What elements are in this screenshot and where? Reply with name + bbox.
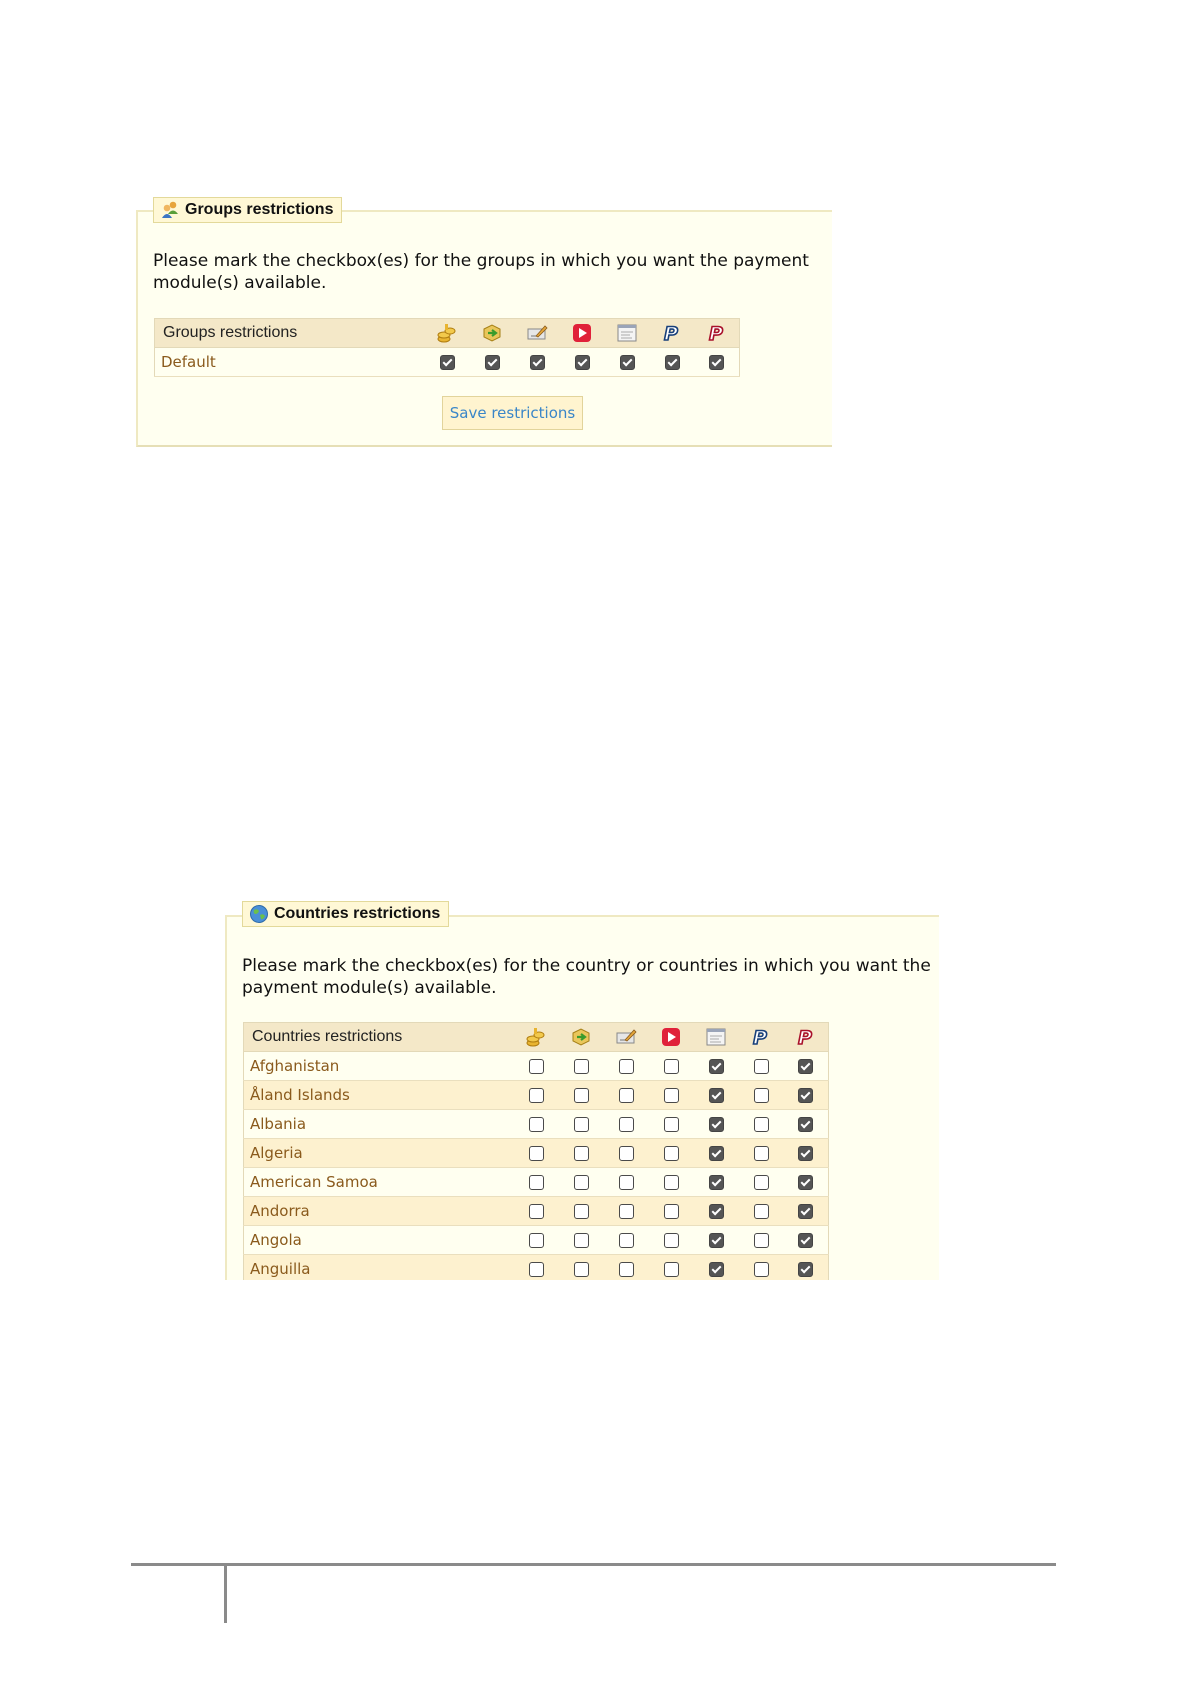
row-name-link[interactable]: Angola (244, 1226, 514, 1255)
restriction-checkbox[interactable] (798, 1117, 813, 1132)
footer-divider (131, 1563, 1056, 1566)
restriction-checkbox[interactable] (664, 1117, 679, 1132)
svg-text:P: P (664, 323, 678, 344)
restriction-checkbox[interactable] (529, 1262, 544, 1277)
svg-text:P: P (708, 323, 723, 344)
checkbox-cell (784, 1139, 829, 1168)
checkbox-cell (694, 1168, 739, 1197)
restriction-checkbox[interactable] (619, 1233, 634, 1248)
restriction-checkbox[interactable] (529, 1204, 544, 1219)
countries-intro-text (242, 955, 931, 999)
restriction-checkbox[interactable] (664, 1204, 679, 1219)
checkbox-cell (604, 1255, 649, 1281)
countries-intro-line2: payment module(s) available. (242, 978, 497, 998)
checkbox-cell (604, 1226, 649, 1255)
checkbox-cell (694, 1226, 739, 1255)
row-name-link[interactable]: Anguilla (244, 1255, 514, 1281)
table-row (244, 1139, 829, 1168)
restriction-checkbox[interactable] (709, 355, 724, 370)
checkbox-cell (559, 1168, 604, 1197)
checkbox-cell (559, 1197, 604, 1226)
checkbox-cell (559, 1226, 604, 1255)
groups-table-header: Groups restrictions (155, 319, 425, 348)
checkbox-cell (649, 1139, 694, 1168)
restriction-checkbox[interactable] (754, 1204, 769, 1219)
restriction-checkbox[interactable] (665, 355, 680, 370)
checkbox-cell (515, 348, 560, 377)
checkbox-cell (739, 1110, 784, 1139)
checkbox-cell (425, 348, 470, 377)
restriction-checkbox[interactable] (709, 1204, 724, 1219)
users-group-icon (160, 200, 180, 220)
svg-text:P: P (753, 1027, 767, 1048)
checkbox-cell (784, 1197, 829, 1226)
restriction-checkbox[interactable] (574, 1146, 589, 1161)
restriction-checkbox[interactable] (798, 1262, 813, 1277)
restriction-checkbox[interactable] (619, 1146, 634, 1161)
restriction-checkbox[interactable] (574, 1059, 589, 1074)
restriction-checkbox[interactable] (709, 1233, 724, 1248)
check-pen-icon (515, 319, 560, 348)
restriction-checkbox[interactable] (754, 1059, 769, 1074)
countries-restrictions-table (243, 1022, 829, 1280)
checkbox-cell (560, 348, 605, 377)
restriction-checkbox[interactable] (529, 1146, 544, 1161)
countries-intro-line1: Please mark the checkbox(es) for the country or countries in which you want the (242, 956, 931, 976)
checkbox-cell (514, 1081, 559, 1110)
checkbox-cell (649, 1168, 694, 1197)
row-name-link[interactable]: Andorra (244, 1197, 514, 1226)
checkbox-cell (784, 1226, 829, 1255)
checkbox-cell (604, 1139, 649, 1168)
coins-icon (425, 319, 470, 348)
row-name-link[interactable]: Afghanistan (244, 1052, 514, 1081)
checkbox-cell (784, 1255, 829, 1281)
table-row (244, 1197, 829, 1226)
restriction-checkbox[interactable] (529, 1175, 544, 1190)
row-name-link[interactable]: American Samoa (244, 1168, 514, 1197)
restriction-checkbox[interactable] (709, 1175, 724, 1190)
row-name-link[interactable]: Default (155, 348, 425, 377)
checkbox-cell (739, 1052, 784, 1081)
restriction-checkbox[interactable] (574, 1088, 589, 1103)
checkbox-cell (514, 1052, 559, 1081)
restriction-checkbox[interactable] (664, 1146, 679, 1161)
bank-card-icon (694, 1023, 739, 1052)
restriction-checkbox[interactable] (798, 1233, 813, 1248)
checkbox-cell (695, 348, 740, 377)
checkbox-cell (559, 1052, 604, 1081)
checkbox-cell (784, 1052, 829, 1081)
checkbox-cell (784, 1081, 829, 1110)
restriction-checkbox[interactable] (664, 1175, 679, 1190)
checkbox-cell (739, 1255, 784, 1281)
checkbox-cell (649, 1255, 694, 1281)
paypal-blue-icon (739, 1023, 784, 1052)
restriction-checkbox[interactable] (754, 1117, 769, 1132)
checkbox-cell (604, 1110, 649, 1139)
restriction-checkbox[interactable] (664, 1088, 679, 1103)
groups-restrictions-table (154, 318, 740, 377)
groups-legend-label: Groups restrictions (185, 201, 334, 218)
restriction-checkbox[interactable] (575, 355, 590, 370)
checkbox-cell (739, 1197, 784, 1226)
checkbox-cell (604, 1081, 649, 1110)
checkbox-cell (604, 1168, 649, 1197)
restriction-checkbox[interactable] (529, 1059, 544, 1074)
restriction-checkbox[interactable] (709, 1262, 724, 1277)
checkbox-cell (514, 1168, 559, 1197)
countries-restrictions-legend (242, 901, 449, 927)
row-name-link[interactable]: Albania (244, 1110, 514, 1139)
checkbox-cell (739, 1139, 784, 1168)
restriction-checkbox[interactable] (619, 1262, 634, 1277)
checkbox-cell (559, 1255, 604, 1281)
checkbox-cell (605, 348, 650, 377)
globe-icon (249, 904, 269, 924)
checkbox-cell (559, 1110, 604, 1139)
restriction-checkbox[interactable] (619, 1088, 634, 1103)
checkbox-cell (649, 1110, 694, 1139)
table-row (244, 1052, 829, 1081)
restriction-checkbox[interactable] (574, 1262, 589, 1277)
checkbox-cell (694, 1197, 739, 1226)
restriction-checkbox[interactable] (798, 1175, 813, 1190)
checkbox-cell (649, 1226, 694, 1255)
table-row (244, 1081, 829, 1110)
restriction-checkbox[interactable] (574, 1175, 589, 1190)
coins-icon (514, 1023, 559, 1052)
checkbox-cell (739, 1226, 784, 1255)
restriction-checkbox[interactable] (709, 1117, 724, 1132)
restriction-checkbox[interactable] (664, 1233, 679, 1248)
table-row (244, 1110, 829, 1139)
groups-intro-line2: module(s) available. (153, 273, 327, 293)
checkbox-cell (649, 1081, 694, 1110)
checkbox-cell (604, 1052, 649, 1081)
countries-table-clip (243, 1022, 843, 1280)
paypal-red-icon (784, 1023, 829, 1052)
restriction-checkbox[interactable] (664, 1059, 679, 1074)
row-name-link[interactable]: Åland Islands (244, 1081, 514, 1110)
restriction-checkbox[interactable] (574, 1204, 589, 1219)
countries-table-header: Countries restrictions (244, 1023, 514, 1052)
restriction-checkbox[interactable] (574, 1233, 589, 1248)
restriction-checkbox[interactable] (754, 1262, 769, 1277)
checkbox-cell (694, 1081, 739, 1110)
table-row (244, 1255, 829, 1281)
restriction-checkbox[interactable] (530, 355, 545, 370)
checkbox-cell (650, 348, 695, 377)
table-header-row (155, 319, 740, 348)
groups-intro-text (153, 250, 809, 294)
paypal-blue-icon (650, 319, 695, 348)
row-name-link[interactable]: Algeria (244, 1139, 514, 1168)
checkbox-cell (649, 1197, 694, 1226)
checkbox-cell (559, 1139, 604, 1168)
restriction-checkbox[interactable] (664, 1262, 679, 1277)
restriction-checkbox[interactable] (798, 1088, 813, 1103)
restriction-checkbox[interactable] (709, 1088, 724, 1103)
restriction-checkbox[interactable] (798, 1146, 813, 1161)
restriction-checkbox[interactable] (619, 1175, 634, 1190)
restriction-checkbox[interactable] (619, 1059, 634, 1074)
check-pen-icon (604, 1023, 649, 1052)
restriction-checkbox[interactable] (798, 1059, 813, 1074)
restriction-checkbox[interactable] (440, 355, 455, 370)
restriction-checkbox[interactable] (754, 1088, 769, 1103)
cash-arrow-icon (470, 319, 515, 348)
restriction-checkbox[interactable] (754, 1146, 769, 1161)
checkbox-cell (694, 1052, 739, 1081)
checkbox-cell (739, 1081, 784, 1110)
table-row (244, 1226, 829, 1255)
restriction-checkbox[interactable] (798, 1204, 813, 1219)
checkbox-cell (694, 1139, 739, 1168)
checkbox-cell (514, 1226, 559, 1255)
cash-arrow-icon (559, 1023, 604, 1052)
restriction-checkbox[interactable] (619, 1117, 634, 1132)
checkbox-cell (694, 1110, 739, 1139)
checkbox-cell (514, 1139, 559, 1168)
restriction-checkbox[interactable] (620, 355, 635, 370)
play-icon (560, 319, 605, 348)
groups-intro-line1: Please mark the checkbox(es) for the groups in which you want the payment (153, 251, 809, 271)
checkbox-cell (604, 1197, 649, 1226)
checkbox-cell (694, 1255, 739, 1281)
restriction-checkbox[interactable] (529, 1233, 544, 1248)
footer-vertical-divider (224, 1565, 227, 1623)
groups-restrictions-legend (153, 197, 342, 223)
countries-legend-label: Countries restrictions (274, 905, 441, 922)
restriction-checkbox[interactable] (574, 1117, 589, 1132)
restriction-checkbox[interactable] (529, 1117, 544, 1132)
restriction-checkbox[interactable] (754, 1175, 769, 1190)
svg-text:P: P (797, 1027, 812, 1048)
checkbox-cell (470, 348, 515, 377)
checkbox-cell (514, 1110, 559, 1139)
checkbox-cell (784, 1110, 829, 1139)
restriction-checkbox[interactable] (529, 1088, 544, 1103)
checkbox-cell (784, 1168, 829, 1197)
bank-card-icon (605, 319, 650, 348)
restriction-checkbox[interactable] (709, 1146, 724, 1161)
restriction-checkbox[interactable] (485, 355, 500, 370)
checkbox-cell (649, 1052, 694, 1081)
paypal-red-icon (695, 319, 740, 348)
restriction-checkbox[interactable] (754, 1233, 769, 1248)
checkbox-cell (739, 1168, 784, 1197)
restriction-checkbox[interactable] (619, 1204, 634, 1219)
play-icon (649, 1023, 694, 1052)
save-restrictions-button[interactable]: Save restrictions (442, 396, 583, 430)
table-header-row (244, 1023, 829, 1052)
checkbox-cell (514, 1197, 559, 1226)
table-row (155, 348, 740, 377)
checkbox-cell (514, 1255, 559, 1281)
table-row (244, 1168, 829, 1197)
restriction-checkbox[interactable] (709, 1059, 724, 1074)
checkbox-cell (559, 1081, 604, 1110)
